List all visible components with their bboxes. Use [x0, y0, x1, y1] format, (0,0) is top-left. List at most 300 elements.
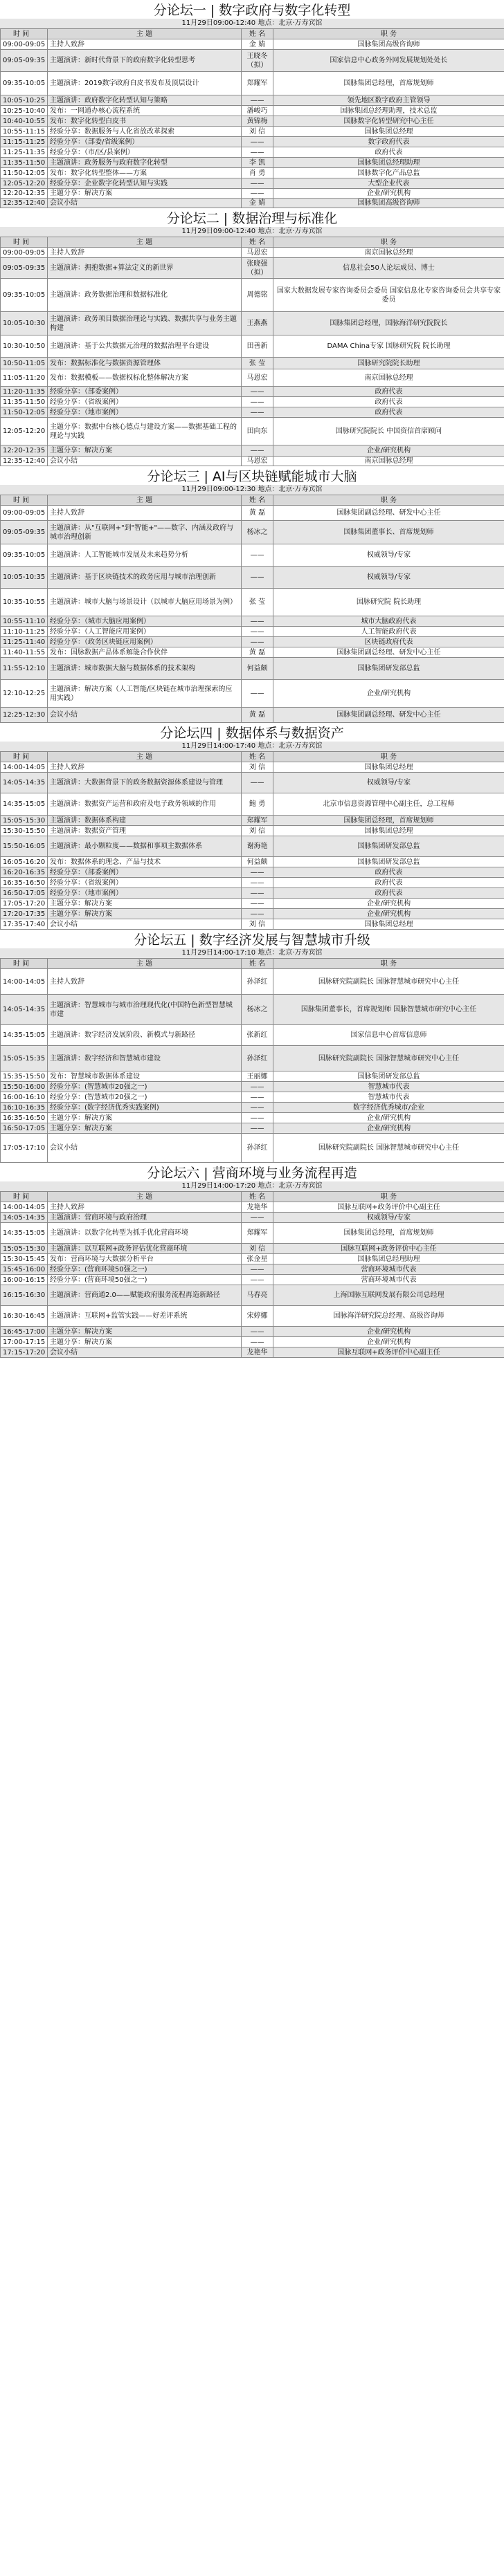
row-topic: 发布：一网通办核心流程系统 — [48, 106, 242, 116]
row-topic: 经验分享：（省级案例） — [48, 397, 242, 407]
agenda-row — [1, 312, 504, 335]
row-topic: 主题分享：解决方案 — [48, 899, 242, 909]
header-time: 时 间 — [1, 237, 48, 248]
row-speaker: 马春亮 — [242, 1285, 273, 1306]
row-role: 大型企业代表 — [273, 178, 504, 189]
row-speaker: —— — [242, 1103, 273, 1113]
row-speaker: —— — [242, 544, 273, 567]
row-topic: 主题演讲：2019数字政府白皮书发布及顶层设计 — [48, 72, 242, 95]
row-speaker: 张 莹 — [242, 589, 273, 616]
row-topic: 主题分享：解决方案 — [48, 189, 242, 199]
row-topic: 主题演讲：城市大脑与场景设计（以城市大脑应用场景为例） — [48, 589, 242, 616]
agenda-table — [0, 495, 504, 723]
forum-title: 分论坛二 | 数据治理与标准化 — [166, 211, 338, 226]
agenda-row — [1, 1285, 504, 1306]
agenda-row — [1, 397, 504, 407]
row-time: 14:05-14:35 — [1, 995, 48, 1025]
row-role: 国脉海洋研究院总经理、高级咨询师 — [273, 1306, 504, 1327]
agenda-row — [1, 616, 504, 627]
agenda-row — [1, 50, 504, 72]
forum-section — [0, 723, 504, 930]
agenda-row — [1, 158, 504, 168]
row-time: 12:20-12:35 — [1, 445, 48, 457]
row-speaker: 龙艳华 — [242, 1202, 273, 1213]
agenda-row — [1, 878, 504, 888]
forum-schedule-info: 11月29日14:00-17:10 地点：北京·万寿宾馆 — [0, 948, 504, 958]
agenda-row — [1, 589, 504, 616]
header-speaker: 姓 名 — [242, 237, 273, 248]
agenda-row — [1, 708, 504, 723]
row-topic: 主持人致辞 — [48, 506, 242, 521]
row-role: 国脉集团总经理，首席规划师 — [273, 72, 504, 95]
row-time: 09:00-09:05 — [1, 248, 48, 258]
agenda-row — [1, 680, 504, 708]
header-topic: 主 题 — [48, 495, 242, 506]
row-role: 南京国脉总经理 — [273, 248, 504, 258]
row-topic: 主题演讲：基于区块链技术的政务应用与城市治理创新 — [48, 567, 242, 589]
row-speaker: 郑耀军 — [242, 1223, 273, 1244]
row-role: 国脉集团研发部总监 — [273, 658, 504, 680]
agenda-row — [1, 407, 504, 418]
row-time: 14:00-14:05 — [1, 1202, 48, 1213]
row-time: 11:15-11:25 — [1, 137, 48, 147]
row-role: 国脉集团董事长、首席规划师 — [273, 521, 504, 544]
row-time: 11:35-11:50 — [1, 158, 48, 168]
row-time: 12:35-12:40 — [1, 457, 48, 466]
row-topic: 主题演讲：大数据背景下的政务数据资源体系建设与管理 — [48, 773, 242, 793]
header-time: 时 间 — [1, 959, 48, 969]
agenda-row — [1, 567, 504, 589]
row-role: DAMA China专家 国脉研究院 院长助理 — [273, 335, 504, 358]
row-role: 领先地区数字政府主管领导 — [273, 95, 504, 106]
row-speaker: 田善新 — [242, 335, 273, 358]
row-speaker: —— — [242, 1113, 273, 1123]
row-speaker: 何益颇 — [242, 658, 273, 680]
agenda-row — [1, 1244, 504, 1254]
row-topic: 主题演讲：政府数字化转型认知与策略 — [48, 95, 242, 106]
row-time: 10:05-10:25 — [1, 95, 48, 106]
agenda-row — [1, 1337, 504, 1347]
row-speaker: —— — [242, 1264, 273, 1275]
row-time: 15:45-16:00 — [1, 1264, 48, 1275]
table-header-row — [1, 959, 504, 969]
row-speaker: 鲍 勇 — [242, 793, 273, 816]
row-speaker: 孙泽红 — [242, 1046, 273, 1071]
row-topic: 主持人致辞 — [48, 1202, 242, 1213]
forum-section — [0, 930, 504, 1163]
row-time: 14:35-15:05 — [1, 793, 48, 816]
forum-schedule-info: 11月29日09:00-12:40 地点：北京·万寿宾馆 — [0, 227, 504, 237]
header-speaker: 姓 名 — [242, 959, 273, 969]
agenda-row — [1, 358, 504, 369]
forum-schedule-info: 11月29日09:00-12:30 地点：北京·万寿宾馆 — [0, 485, 504, 495]
agenda-row — [1, 387, 504, 397]
row-time: 09:35-10:05 — [1, 72, 48, 95]
row-speaker: 谢海艳 — [242, 836, 273, 857]
agenda-row — [1, 199, 504, 208]
row-time: 14:05-14:35 — [1, 1213, 48, 1223]
row-role: 国脉研究院副院长 国脉智慧城市研究中心主任 — [273, 1046, 504, 1071]
row-topic: 会议小结 — [48, 919, 242, 930]
agenda-row — [1, 909, 504, 919]
row-time: 17:05-17:20 — [1, 899, 48, 909]
row-time: 12:25-12:30 — [1, 708, 48, 723]
row-topic: 经验分享：企业数字化转型认知与实践 — [48, 178, 242, 189]
row-time: 16:05-16:20 — [1, 857, 48, 867]
row-topic: 经验分享：(营商环境50强之一) — [48, 1275, 242, 1285]
row-time: 16:00-16:10 — [1, 1092, 48, 1103]
row-speaker: 张新红 — [242, 1025, 273, 1046]
row-speaker: 刘 信 — [242, 127, 273, 137]
agenda-row — [1, 1092, 504, 1103]
row-time: 15:05-15:30 — [1, 816, 48, 826]
row-role: 权威领导/专家 — [273, 1213, 504, 1223]
row-role: 国脉互联网+政务评价中心副主任 — [273, 1202, 504, 1213]
header-role: 职 务 — [273, 959, 504, 969]
row-role: 智慧城市代表 — [273, 1092, 504, 1103]
row-time: 15:50-16:05 — [1, 836, 48, 857]
row-time: 11:20-11:35 — [1, 387, 48, 397]
row-speaker: —— — [242, 137, 273, 147]
row-role: 数字经济优秀城市/企业 — [273, 1103, 504, 1113]
forum-section — [0, 0, 504, 208]
agenda-row — [1, 793, 504, 816]
row-role: 数字政府代表 — [273, 137, 504, 147]
row-time: 09:05-09:35 — [1, 50, 48, 72]
row-speaker: 郑耀军 — [242, 816, 273, 826]
row-role: 国脉数字化产品总监 — [273, 168, 504, 178]
row-speaker: —— — [242, 637, 273, 647]
row-topic: 主题分享：数据中台核心德点与建设方案——数据基础工程的理论与实践 — [48, 418, 242, 445]
row-role: 国脉集团高级咨询师 — [273, 39, 504, 50]
row-time: 12:05-12:20 — [1, 418, 48, 445]
header-time: 时 间 — [1, 495, 48, 506]
row-role: 国脉集团总经理 — [273, 762, 504, 773]
row-time: 09:00-09:05 — [1, 506, 48, 521]
header-role: 职 务 — [273, 29, 504, 39]
row-role: 上海国脉互联网发展有限公司总经理 — [273, 1285, 504, 1306]
row-speaker: 黄锦梅 — [242, 116, 273, 127]
row-time: 11:05-11:20 — [1, 369, 48, 387]
agenda-row — [1, 521, 504, 544]
row-time: 10:40-10:55 — [1, 116, 48, 127]
row-speaker: —— — [242, 1213, 273, 1223]
row-time: 09:35-10:05 — [1, 279, 48, 312]
row-speaker: 马恩宏 — [242, 369, 273, 387]
agenda-row — [1, 899, 504, 909]
row-role: 国脉集团副总经理、研发中心主任 — [273, 506, 504, 521]
agenda-row — [1, 1046, 504, 1071]
row-role: 营商环境城市代表 — [273, 1264, 504, 1275]
row-topic: 主题演讲：人工智能城市发展及未来趋势分析 — [48, 544, 242, 567]
row-time: 10:05-10:30 — [1, 312, 48, 335]
agenda-row — [1, 1025, 504, 1046]
row-speaker: 肖 勇 — [242, 168, 273, 178]
row-speaker: 郑耀军 — [242, 72, 273, 95]
row-speaker: —— — [242, 878, 273, 888]
row-time: 17:20-17:35 — [1, 909, 48, 919]
row-time: 10:35-10:55 — [1, 589, 48, 616]
row-role: 国脉集团副总经理、研发中心主任 — [273, 647, 504, 658]
row-speaker: 刘 信 — [242, 762, 273, 773]
row-topic: 会议小结 — [48, 199, 242, 208]
table-header-row — [1, 1192, 504, 1202]
row-time: 10:30-10:50 — [1, 335, 48, 358]
header-speaker: 姓 名 — [242, 752, 273, 762]
row-topic: 会议小结 — [48, 1347, 242, 1358]
table-header-row — [1, 752, 504, 762]
row-time: 11:55-12:10 — [1, 658, 48, 680]
agenda-row — [1, 1071, 504, 1082]
row-role: 企业/研究机构 — [273, 909, 504, 919]
row-time: 10:25-10:40 — [1, 106, 48, 116]
agenda-row — [1, 836, 504, 857]
row-role: 营商环境城市代表 — [273, 1275, 504, 1285]
row-topic: 经验分享：（城市大脑应用案例） — [48, 616, 242, 627]
row-topic: 主题演讲：政务数据治理和数据标准化 — [48, 279, 242, 312]
row-speaker: 杨冰之 — [242, 995, 273, 1025]
row-speaker: —— — [242, 899, 273, 909]
table-header-row — [1, 29, 504, 39]
header-topic: 主 题 — [48, 29, 242, 39]
agenda-row — [1, 279, 504, 312]
row-role: 国脉集团董事长，首席规划师 国脉智慧城市研究中心主任 — [273, 995, 504, 1025]
row-time: 09:05-09:35 — [1, 521, 48, 544]
header-topic: 主 题 — [48, 1192, 242, 1202]
row-speaker: —— — [242, 387, 273, 397]
row-role: 企业/研究机构 — [273, 1337, 504, 1347]
row-topic: 主题演讲：数字经济发展阶段、新模式与新路径 — [48, 1025, 242, 1046]
row-speaker: 马恩宏 — [242, 248, 273, 258]
row-time: 15:05-15:30 — [1, 1244, 48, 1254]
row-topic: 主题演讲：拥抱数据+算法定义的新世界 — [48, 258, 242, 279]
row-role: 北京市信息资源管理中心副主任，总工程师 — [273, 793, 504, 816]
row-time: 11:25-11:35 — [1, 147, 48, 158]
forum-title: 分论坛六 | 营商环境与业务流程再造 — [147, 1166, 357, 1181]
row-topic: 发布：营商环境与大数据分析平台 — [48, 1254, 242, 1264]
row-role: 国家信息中心首席信息师 — [273, 1025, 504, 1046]
row-time: 11:50-12:05 — [1, 407, 48, 418]
row-topic: 主题分享：解决方案 — [48, 445, 242, 457]
row-topic: 会议小结 — [48, 708, 242, 723]
forum-section — [0, 208, 504, 466]
row-topic: 发布：数据标准化与数据资源管理体 — [48, 358, 242, 369]
row-time: 10:05-10:35 — [1, 567, 48, 589]
row-topic: 经验分享：（地市案例） — [48, 888, 242, 899]
row-role: 南京国脉总经理 — [273, 369, 504, 387]
row-time: 16:20-16:35 — [1, 867, 48, 878]
agenda-row — [1, 969, 504, 995]
row-role: 国脉集团总经理 — [273, 826, 504, 836]
row-time: 11:40-11:55 — [1, 647, 48, 658]
row-role: 国脉研究院院长 中国资信首席顾问 — [273, 418, 504, 445]
header-topic: 主 题 — [48, 752, 242, 762]
row-speaker: 刘 信 — [242, 1244, 273, 1254]
row-time: 14:35-15:05 — [1, 1025, 48, 1046]
row-topic: 主题演讲：智慧城市与城市治理现代化(中国特色新型智慧城市建 — [48, 995, 242, 1025]
row-time: 11:35-11:50 — [1, 397, 48, 407]
row-time: 15:30-15:45 — [1, 1254, 48, 1264]
agenda-row — [1, 1306, 504, 1327]
row-time: 15:35-15:50 — [1, 1071, 48, 1082]
row-topic: 主题演讲：新时代背景下的政府数字化转型思考 — [48, 50, 242, 72]
agenda-row — [1, 544, 504, 567]
agenda-row — [1, 1082, 504, 1092]
row-speaker: 黄 磊 — [242, 647, 273, 658]
row-time: 15:30-15:50 — [1, 826, 48, 836]
row-time: 15:50-16:00 — [1, 1082, 48, 1092]
row-speaker: 龙艳华 — [242, 1347, 273, 1358]
row-topic: 主题演讲：数据体系构建 — [48, 816, 242, 826]
header-speaker: 姓 名 — [242, 495, 273, 506]
row-speaker: —— — [242, 189, 273, 199]
row-topic: 主题演讲：城市数据大脑与数据体系的技术架构 — [48, 658, 242, 680]
row-role: 权威领导/专家 — [273, 567, 504, 589]
agenda-row — [1, 658, 504, 680]
row-speaker: 张金星 — [242, 1254, 273, 1264]
agenda-row — [1, 762, 504, 773]
row-time: 17:15-17:20 — [1, 1347, 48, 1358]
row-speaker: —— — [242, 888, 273, 899]
row-role: 城市大脑政府代表 — [273, 616, 504, 627]
agenda-row — [1, 72, 504, 95]
row-speaker: —— — [242, 178, 273, 189]
row-topic: 主题演讲：以互联网+政务评估优化营商环境 — [48, 1244, 242, 1254]
agenda-row — [1, 1347, 504, 1358]
row-role: 企业/研究机构 — [273, 680, 504, 708]
row-topic: 发布：数据体系的理念、产品与技术 — [48, 857, 242, 867]
row-role: 权威领导/专家 — [273, 544, 504, 567]
row-topic: 经验分享：（部委/省级案例） — [48, 137, 242, 147]
row-time: 12:05-12:20 — [1, 178, 48, 189]
row-role: 企业/研究机构 — [273, 189, 504, 199]
table-header-row — [1, 237, 504, 248]
row-topic: 经验分享：（省级案例） — [48, 878, 242, 888]
row-time: 16:35-16:50 — [1, 1113, 48, 1123]
agenda-row — [1, 1254, 504, 1264]
row-time: 14:00-14:05 — [1, 969, 48, 995]
row-topic: 主题演讲：以数字化转型为抓手优化营商环境 — [48, 1223, 242, 1244]
row-speaker: 孙泽红 — [242, 1134, 273, 1163]
row-topic: 主题演讲：政务服务与政府数字化转型 — [48, 158, 242, 168]
row-role: 国脉集团研发部总监 — [273, 857, 504, 867]
row-speaker: 张 莹 — [242, 358, 273, 369]
row-role: 国脉互联网+政务评价中心副主任 — [273, 1347, 504, 1358]
header-role: 职 务 — [273, 495, 504, 506]
row-speaker: 田向东 — [242, 418, 273, 445]
row-topic: 主题演讲：政务项目数据治理论与实践、数据共享与业务主题构建 — [48, 312, 242, 335]
row-role: 国脉研究院副院长 国脉智慧城市研究中心主任 — [273, 1134, 504, 1163]
row-speaker: 金 婧 — [242, 199, 273, 208]
agenda-row — [1, 888, 504, 899]
row-speaker: —— — [242, 567, 273, 589]
row-role: 国脉研究院院长助理 — [273, 358, 504, 369]
agenda-table — [0, 1191, 504, 1358]
row-topic: 主持人致辞 — [48, 248, 242, 258]
row-topic: 经验分享：（人工智能应用案例） — [48, 627, 242, 637]
row-role: 国脉研究院 院长助理 — [273, 589, 504, 616]
agenda-row — [1, 39, 504, 50]
row-role: 智慧城市代表 — [273, 1082, 504, 1092]
header-role: 职 务 — [273, 237, 504, 248]
row-speaker: —— — [242, 680, 273, 708]
row-role: 国脉集团总经理助理 — [273, 1254, 504, 1264]
row-time: 14:00-14:05 — [1, 762, 48, 773]
row-speaker: 杨冰之 — [242, 521, 273, 544]
agenda-row — [1, 168, 504, 178]
row-time: 10:50-11:05 — [1, 358, 48, 369]
agenda-row — [1, 116, 504, 127]
row-role: 人工智能政府代表 — [273, 627, 504, 637]
row-speaker: —— — [242, 909, 273, 919]
row-topic: 经验分享：（部委案例） — [48, 387, 242, 397]
row-speaker: 李 凯 — [242, 158, 273, 168]
row-speaker: —— — [242, 1337, 273, 1347]
row-role: 国脉集团总经理 — [273, 919, 504, 930]
row-speaker: 潘峻巧 — [242, 106, 273, 116]
forum-schedule-info: 11月29日14:00-17:40 地点：北京·万寿宾馆 — [0, 742, 504, 751]
agenda-table — [0, 237, 504, 466]
row-role: 国脉集团高级咨询师 — [273, 199, 504, 208]
header-role: 职 务 — [273, 752, 504, 762]
row-topic: 主题演讲：营商环境与政府治理 — [48, 1213, 242, 1223]
row-time: 12:20-12:35 — [1, 189, 48, 199]
row-role: 政府代表 — [273, 397, 504, 407]
row-speaker: 金 婧 — [242, 39, 273, 50]
row-role: 国脉集团总经理 — [273, 127, 504, 137]
row-role: 国脉互联网+政务评价中心主任 — [273, 1244, 504, 1254]
row-topic: 主持人致辞 — [48, 969, 242, 995]
row-speaker: 黄 磊 — [242, 506, 273, 521]
row-topic: 发布：数据模板——数据权标化整体解决方案 — [48, 369, 242, 387]
row-time: 16:10-16:35 — [1, 1103, 48, 1113]
row-speaker: —— — [242, 1082, 273, 1092]
row-time: 17:00-17:15 — [1, 1337, 48, 1347]
row-speaker: —— — [242, 397, 273, 407]
agenda-row — [1, 1202, 504, 1213]
row-topic: 经验分享：(智慧城市20强之一) — [48, 1092, 242, 1103]
forum-section — [0, 466, 504, 723]
row-speaker: 黄 磊 — [242, 708, 273, 723]
row-time: 17:35-17:40 — [1, 919, 48, 930]
row-topic: 主题演讲：营商通2.0——赋能政府服务流程再造新路径 — [48, 1285, 242, 1306]
agenda-row — [1, 647, 504, 658]
row-time: 09:35-10:05 — [1, 544, 48, 567]
row-topic: 主题演讲：基于公共数据元治理的数据治理平台建设 — [48, 335, 242, 358]
row-role: 国家信息中心政务外网发展规划处处长 — [273, 50, 504, 72]
row-topic: 主题演讲：解决方案（人工智能/区块链在城市治理探索的应用实践） — [48, 680, 242, 708]
row-topic: 主题演讲：数据资产运营和政府及电子政务领域的作用 — [48, 793, 242, 816]
header-speaker: 姓 名 — [242, 29, 273, 39]
row-topic: 发布：数字化转型白皮书 — [48, 116, 242, 127]
row-role: 国脉集团总经理助理，技术总监 — [273, 106, 504, 116]
row-role: 国脉集团总经理，首席规划师 — [273, 816, 504, 826]
row-time: 10:55-11:10 — [1, 616, 48, 627]
row-topic: 主题演讲：数字经济和智慧城市建设 — [48, 1046, 242, 1071]
agenda-row — [1, 627, 504, 637]
agenda-row — [1, 147, 504, 158]
row-topic: 主题演讲：从"互联网+"到"智能+"——数字、内涵及政府与城市治理创新 — [48, 521, 242, 544]
row-time: 10:55-11:15 — [1, 127, 48, 137]
row-role: 国脉数字化转型研究中心主任 — [273, 116, 504, 127]
row-speaker: 刘 信 — [242, 919, 273, 930]
agenda-row — [1, 106, 504, 116]
row-role: 南京国脉总经理 — [273, 457, 504, 466]
forum-title: 分论坛四 | 数据体系与数据资产 — [160, 726, 344, 741]
row-topic: 主题分享：解决方案 — [48, 909, 242, 919]
row-role: 国脉集团研发部总监 — [273, 1071, 504, 1082]
agenda-row — [1, 258, 504, 279]
